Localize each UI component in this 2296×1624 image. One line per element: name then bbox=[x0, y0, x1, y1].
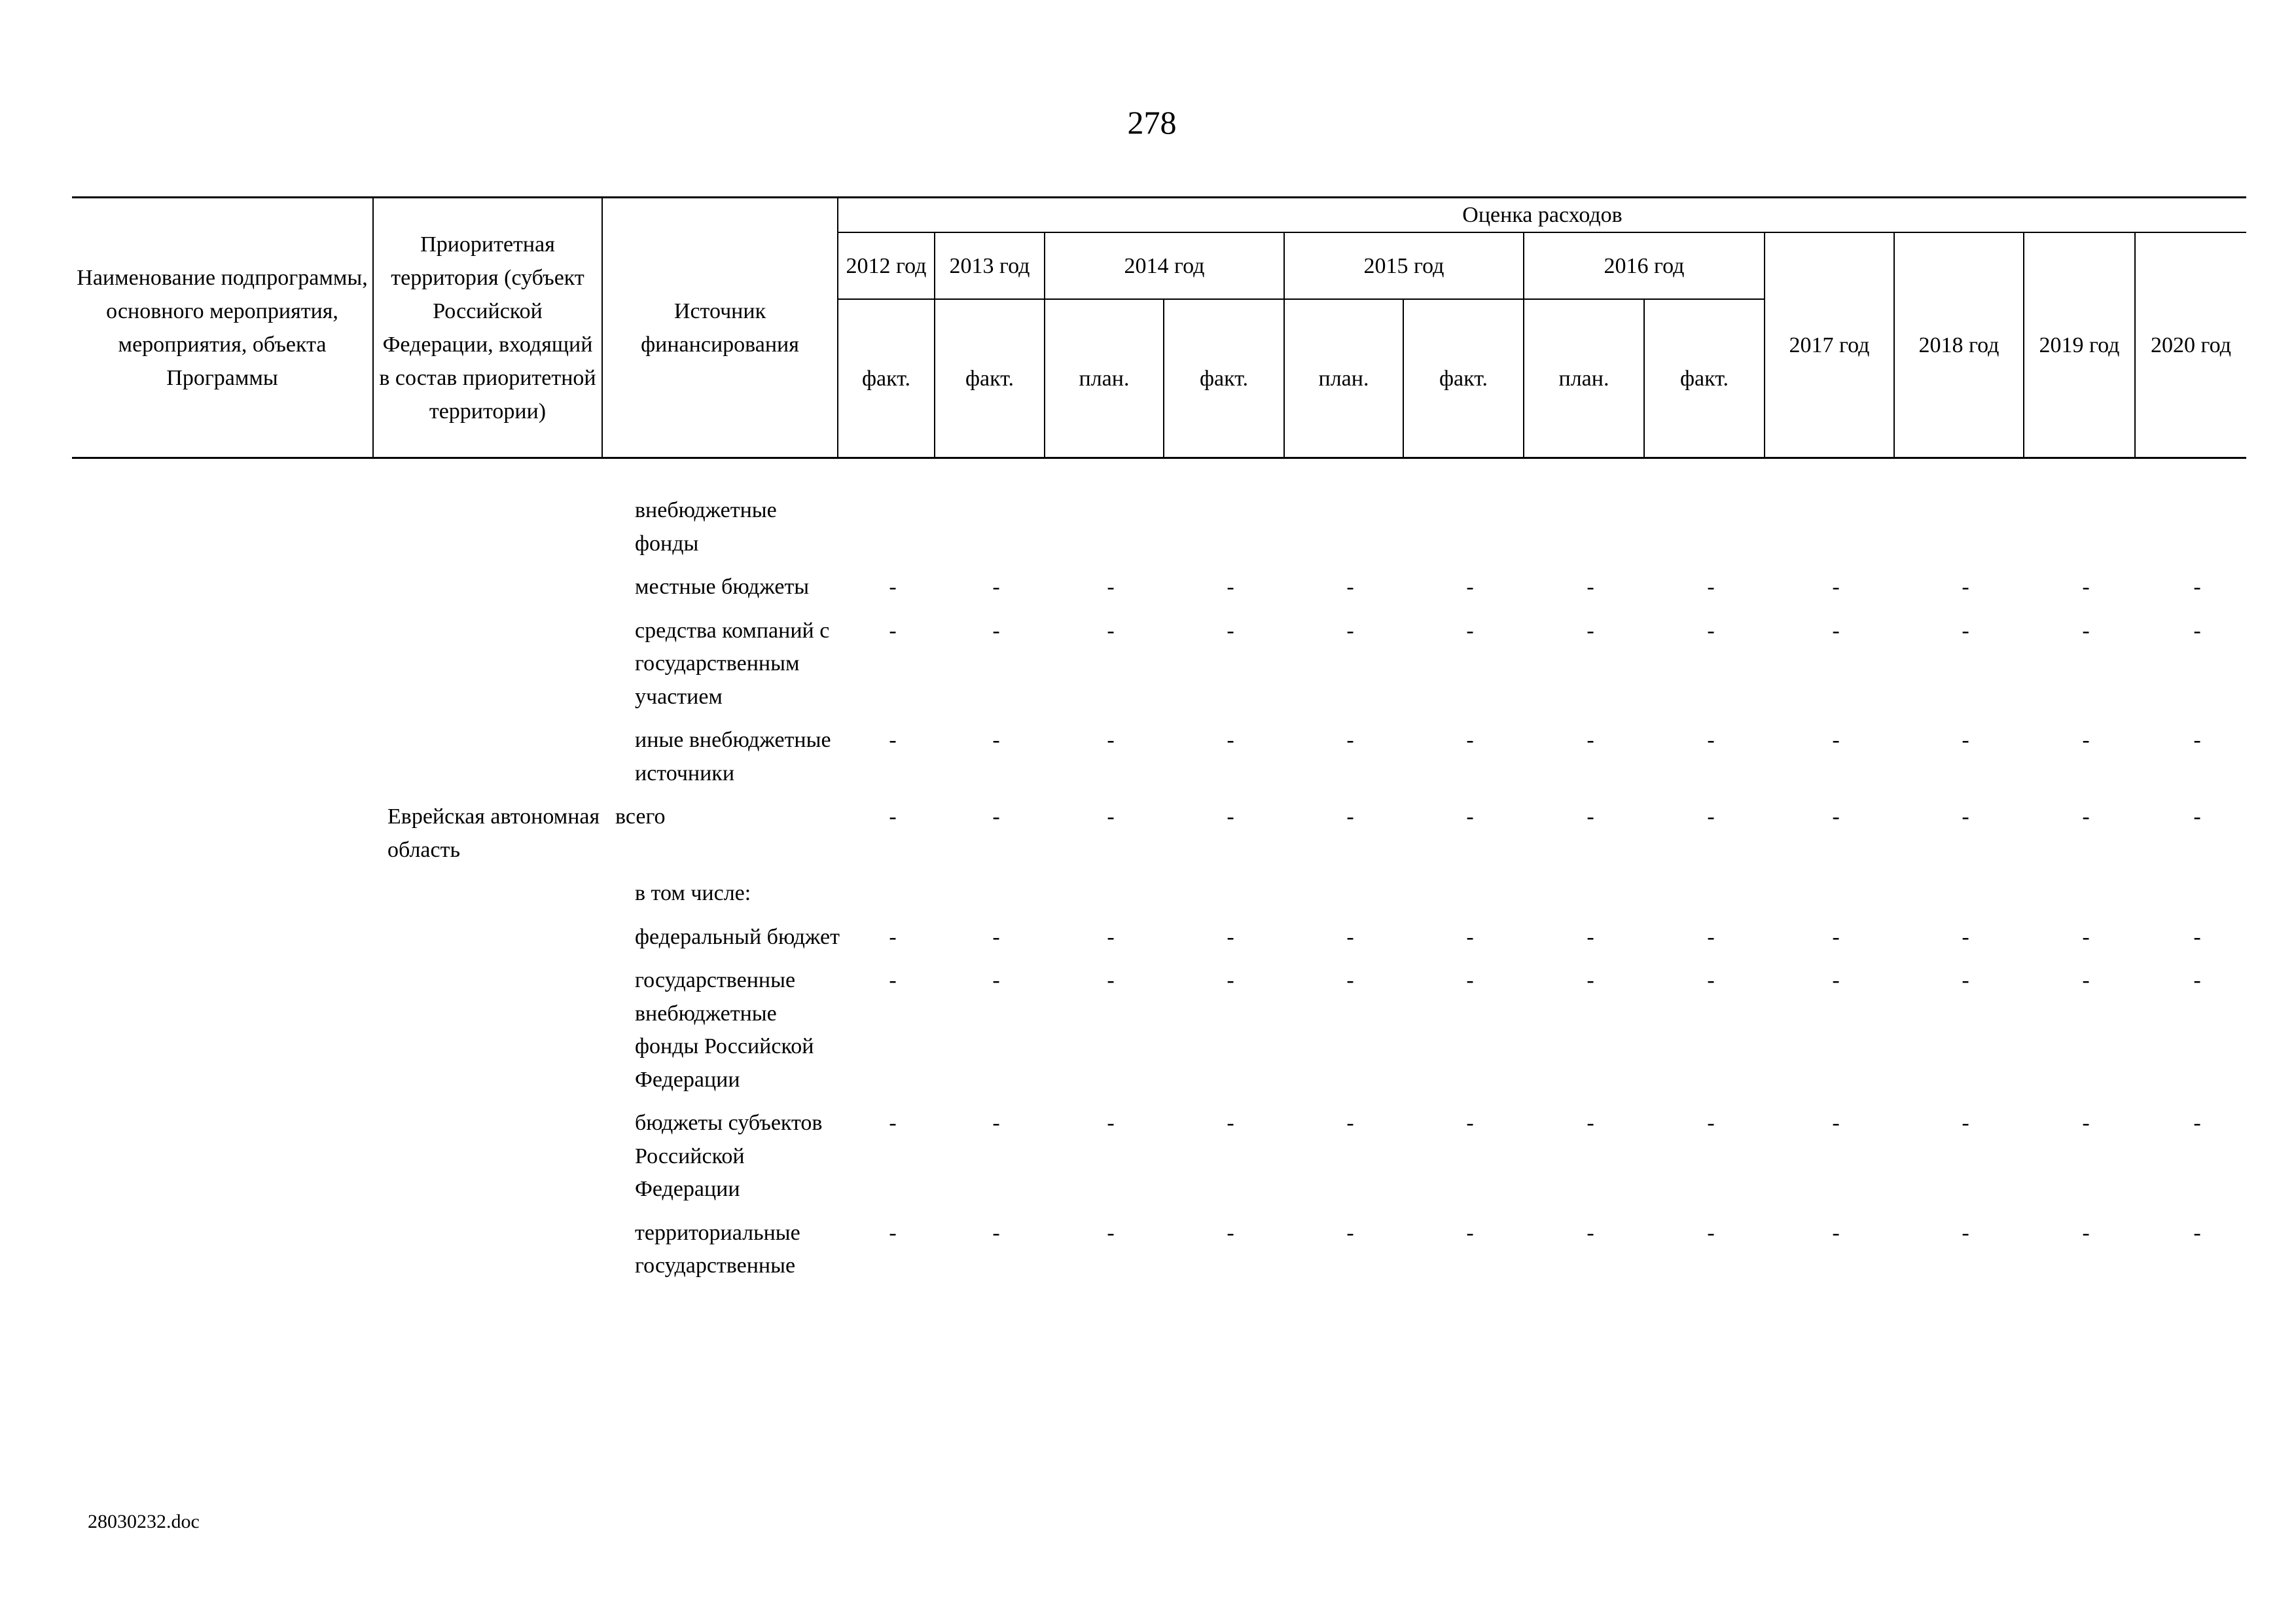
cell-value: - bbox=[1707, 804, 1715, 829]
cell-value: - bbox=[1587, 1111, 1594, 1135]
table-row bbox=[72, 1107, 2253, 1217]
cell-value bbox=[1291, 494, 1410, 571]
cell-territory bbox=[380, 571, 609, 615]
cell-value: - bbox=[1962, 804, 1969, 829]
cell-value: - bbox=[1107, 804, 1115, 829]
cell-value: - bbox=[889, 804, 897, 829]
header-2015: 2015 год bbox=[1284, 232, 1524, 299]
cell-value: - bbox=[2082, 924, 2090, 949]
cell-program-name bbox=[72, 1107, 380, 1217]
cell-value: - bbox=[2193, 924, 2201, 949]
cell-value: - bbox=[992, 968, 1000, 992]
cell-value: - bbox=[1707, 728, 1715, 752]
cell-value: - bbox=[1346, 1111, 1354, 1135]
cell-value: - bbox=[1587, 728, 1594, 752]
cell-value: - bbox=[1346, 804, 1354, 829]
cell-value: - bbox=[1962, 575, 1969, 599]
cell-value: - bbox=[1346, 618, 1354, 643]
cell-territory bbox=[380, 877, 609, 921]
cell-source: государственные внебюджетные фонды Российской Федерации bbox=[635, 968, 814, 1092]
table-row bbox=[72, 615, 2253, 725]
header-col-territory: Приоритетная территория (субъект Российской Федерации, входящий в состав приоритетной территории) bbox=[373, 198, 602, 458]
cell-value: - bbox=[1466, 804, 1474, 829]
cell-value: - bbox=[1107, 924, 1115, 949]
cell-value: - bbox=[1466, 575, 1474, 599]
cell-value: - bbox=[889, 924, 897, 949]
header-2017: 2017 год bbox=[1765, 232, 1894, 458]
cell-program-name bbox=[72, 615, 380, 725]
cell-program-name bbox=[72, 571, 380, 615]
cell-value: - bbox=[1587, 618, 1594, 643]
cell-value: - bbox=[1227, 1220, 1234, 1245]
cell-value: - bbox=[992, 618, 1000, 643]
cell-program-name bbox=[72, 724, 380, 801]
header-cost-estimate: Оценка расходов bbox=[838, 198, 2246, 233]
cell-program-name bbox=[72, 964, 380, 1107]
cell-value: - bbox=[1832, 728, 1840, 752]
cell-value: - bbox=[992, 1220, 1000, 1245]
table-row bbox=[72, 494, 2253, 571]
cell-value bbox=[1051, 494, 1170, 571]
cell-territory bbox=[380, 724, 609, 801]
cell-value: - bbox=[1707, 618, 1715, 643]
cell-value: - bbox=[1227, 1111, 1234, 1135]
cell-value bbox=[1651, 494, 1771, 571]
cell-value: - bbox=[1466, 618, 1474, 643]
header-2015-fact: факт. bbox=[1403, 299, 1524, 458]
cell-value: - bbox=[1346, 924, 1354, 949]
cell-value: - bbox=[1466, 924, 1474, 949]
cell-value: - bbox=[2193, 618, 2201, 643]
cell-value: - bbox=[2193, 804, 2201, 829]
cell-value: - bbox=[889, 575, 897, 599]
cell-value: - bbox=[1107, 1220, 1115, 1245]
cell-value bbox=[844, 494, 941, 571]
cell-value: - bbox=[889, 968, 897, 992]
cell-value: - bbox=[889, 728, 897, 752]
cell-territory: Еврейская автономная область bbox=[387, 804, 600, 862]
cell-source: федеральный бюджет bbox=[635, 924, 840, 949]
cell-source: иные внебюджетные источники bbox=[635, 728, 831, 785]
cell-value: - bbox=[1707, 575, 1715, 599]
cell-value: - bbox=[1227, 618, 1234, 643]
cell-value: - bbox=[1227, 804, 1234, 829]
cell-value bbox=[1651, 877, 1771, 921]
cell-value bbox=[1771, 877, 1901, 921]
header-2013-fact: факт. bbox=[935, 299, 1045, 458]
cell-value: - bbox=[1466, 1111, 1474, 1135]
page-number: 278 bbox=[1127, 104, 1177, 141]
cell-value: - bbox=[1227, 728, 1234, 752]
cell-value bbox=[1771, 494, 1901, 571]
cell-value: - bbox=[1227, 924, 1234, 949]
cell-territory bbox=[380, 615, 609, 725]
table-row bbox=[72, 921, 2253, 965]
cell-value: - bbox=[2193, 1111, 2201, 1135]
cell-value: - bbox=[1832, 804, 1840, 829]
cell-value bbox=[1901, 494, 2030, 571]
cell-value: - bbox=[1962, 1111, 1969, 1135]
cell-value: - bbox=[889, 618, 897, 643]
cell-value: - bbox=[992, 575, 1000, 599]
table-header bbox=[72, 196, 2246, 459]
table-row bbox=[72, 801, 2253, 877]
header-col-source: Источник финансирования bbox=[602, 198, 838, 458]
cell-value: - bbox=[2082, 1111, 2090, 1135]
cell-source: в том числе: bbox=[635, 881, 751, 905]
cell-value bbox=[2142, 877, 2253, 921]
cell-value: - bbox=[1587, 924, 1594, 949]
cell-value: - bbox=[1587, 968, 1594, 992]
table-row bbox=[72, 571, 2253, 615]
cell-value: - bbox=[1107, 618, 1115, 643]
cell-value: - bbox=[1346, 575, 1354, 599]
cell-value: - bbox=[2082, 804, 2090, 829]
cell-territory bbox=[380, 494, 609, 571]
cell-value: - bbox=[1832, 1220, 1840, 1245]
cell-value bbox=[1530, 494, 1651, 571]
cell-territory bbox=[380, 921, 609, 965]
cell-value: - bbox=[2193, 1220, 2201, 1245]
cell-territory bbox=[380, 1217, 609, 1293]
cell-value: - bbox=[1832, 575, 1840, 599]
header-2018: 2018 год bbox=[1894, 232, 2024, 458]
header-2014-fact: факт. bbox=[1164, 299, 1284, 458]
header-2019: 2019 год bbox=[2024, 232, 2135, 458]
cell-value bbox=[1901, 877, 2030, 921]
cell-value: - bbox=[992, 1111, 1000, 1135]
cell-value: - bbox=[2082, 728, 2090, 752]
cell-value: - bbox=[2193, 575, 2201, 599]
cell-value bbox=[1291, 877, 1410, 921]
cell-value bbox=[1170, 494, 1291, 571]
cell-value: - bbox=[2193, 968, 2201, 992]
cell-value: - bbox=[2082, 968, 2090, 992]
cell-value: - bbox=[1587, 1220, 1594, 1245]
table-row bbox=[72, 964, 2253, 1107]
cell-value bbox=[1530, 877, 1651, 921]
cell-value: - bbox=[1466, 968, 1474, 992]
cell-source: средства компаний с государственным участием bbox=[635, 618, 830, 709]
header-2012-fact: факт. bbox=[838, 299, 935, 458]
cell-value: - bbox=[992, 804, 1000, 829]
footer-filename: 28030232.doc bbox=[88, 1511, 200, 1532]
cell-value: - bbox=[1962, 968, 1969, 992]
cell-value bbox=[1410, 494, 1530, 571]
cell-value: - bbox=[1832, 618, 1840, 643]
cell-source: местные бюджеты bbox=[635, 575, 810, 599]
cell-value bbox=[2030, 877, 2142, 921]
cell-value: - bbox=[1107, 1111, 1115, 1135]
cell-value bbox=[844, 877, 941, 921]
cell-value: - bbox=[1707, 924, 1715, 949]
cell-value: - bbox=[1107, 968, 1115, 992]
table-row bbox=[72, 724, 2253, 801]
cell-value: - bbox=[1707, 968, 1715, 992]
cell-value: - bbox=[1707, 1111, 1715, 1135]
cell-value: - bbox=[1107, 575, 1115, 599]
cell-value: - bbox=[1466, 728, 1474, 752]
cell-value: - bbox=[1346, 968, 1354, 992]
cell-program-name bbox=[72, 801, 380, 877]
cell-value bbox=[2142, 494, 2253, 571]
cell-value: - bbox=[1962, 924, 1969, 949]
cell-source: всего bbox=[615, 804, 666, 829]
header-2013: 2013 год bbox=[935, 232, 1045, 299]
header-2016-fact: факт. bbox=[1644, 299, 1765, 458]
cell-value: - bbox=[1227, 968, 1234, 992]
header-2020: 2020 год bbox=[2135, 232, 2246, 458]
cell-value: - bbox=[992, 728, 1000, 752]
cell-value: - bbox=[2082, 575, 2090, 599]
cell-value: - bbox=[1346, 1220, 1354, 1245]
cell-value bbox=[2030, 494, 2142, 571]
cell-value: - bbox=[2082, 1220, 2090, 1245]
cell-source: бюджеты субъектов Российской Федерации bbox=[635, 1111, 823, 1201]
header-2016: 2016 год bbox=[1524, 232, 1765, 299]
table-row bbox=[72, 1217, 2253, 1293]
cell-value: - bbox=[992, 924, 1000, 949]
cell-value: - bbox=[1707, 1220, 1715, 1245]
cell-value: - bbox=[2082, 618, 2090, 643]
header-2014-plan: план. bbox=[1045, 299, 1164, 458]
header-2014: 2014 год bbox=[1045, 232, 1284, 299]
cell-value: - bbox=[1346, 728, 1354, 752]
cell-value: - bbox=[889, 1220, 897, 1245]
cell-program-name bbox=[72, 1217, 380, 1293]
cell-program-name bbox=[72, 921, 380, 965]
cell-value: - bbox=[1832, 924, 1840, 949]
cell-value: - bbox=[1832, 1111, 1840, 1135]
cell-source: территориальные государственные bbox=[635, 1220, 800, 1278]
cell-value: - bbox=[1227, 575, 1234, 599]
cell-value bbox=[941, 877, 1051, 921]
cell-value bbox=[1051, 877, 1170, 921]
cell-value: - bbox=[1587, 804, 1594, 829]
header-2015-plan: план. bbox=[1284, 299, 1403, 458]
header-2012: 2012 год bbox=[838, 232, 935, 299]
cell-program-name bbox=[72, 494, 380, 571]
cell-value bbox=[1410, 877, 1530, 921]
table-row bbox=[72, 877, 2253, 921]
header-2016-plan: план. bbox=[1524, 299, 1644, 458]
cell-value: - bbox=[889, 1111, 897, 1135]
cell-value: - bbox=[2193, 728, 2201, 752]
cell-value: - bbox=[1832, 968, 1840, 992]
cell-value bbox=[1170, 877, 1291, 921]
header-col-name: Наименование подпрограммы, основного мероприятия, мероприятия, объекта Программы bbox=[72, 198, 373, 458]
cell-value bbox=[941, 494, 1051, 571]
cell-value: - bbox=[1107, 728, 1115, 752]
cell-source: внебюджетные фонды bbox=[635, 498, 777, 556]
cell-value: - bbox=[1962, 618, 1969, 643]
cell-value: - bbox=[1962, 728, 1969, 752]
table-body bbox=[72, 494, 2253, 1293]
cell-territory bbox=[380, 964, 609, 1107]
cell-program-name bbox=[72, 877, 380, 921]
cell-value: - bbox=[1587, 575, 1594, 599]
cell-value: - bbox=[1466, 1220, 1474, 1245]
cell-value: - bbox=[1962, 1220, 1969, 1245]
cell-territory bbox=[380, 1107, 609, 1217]
